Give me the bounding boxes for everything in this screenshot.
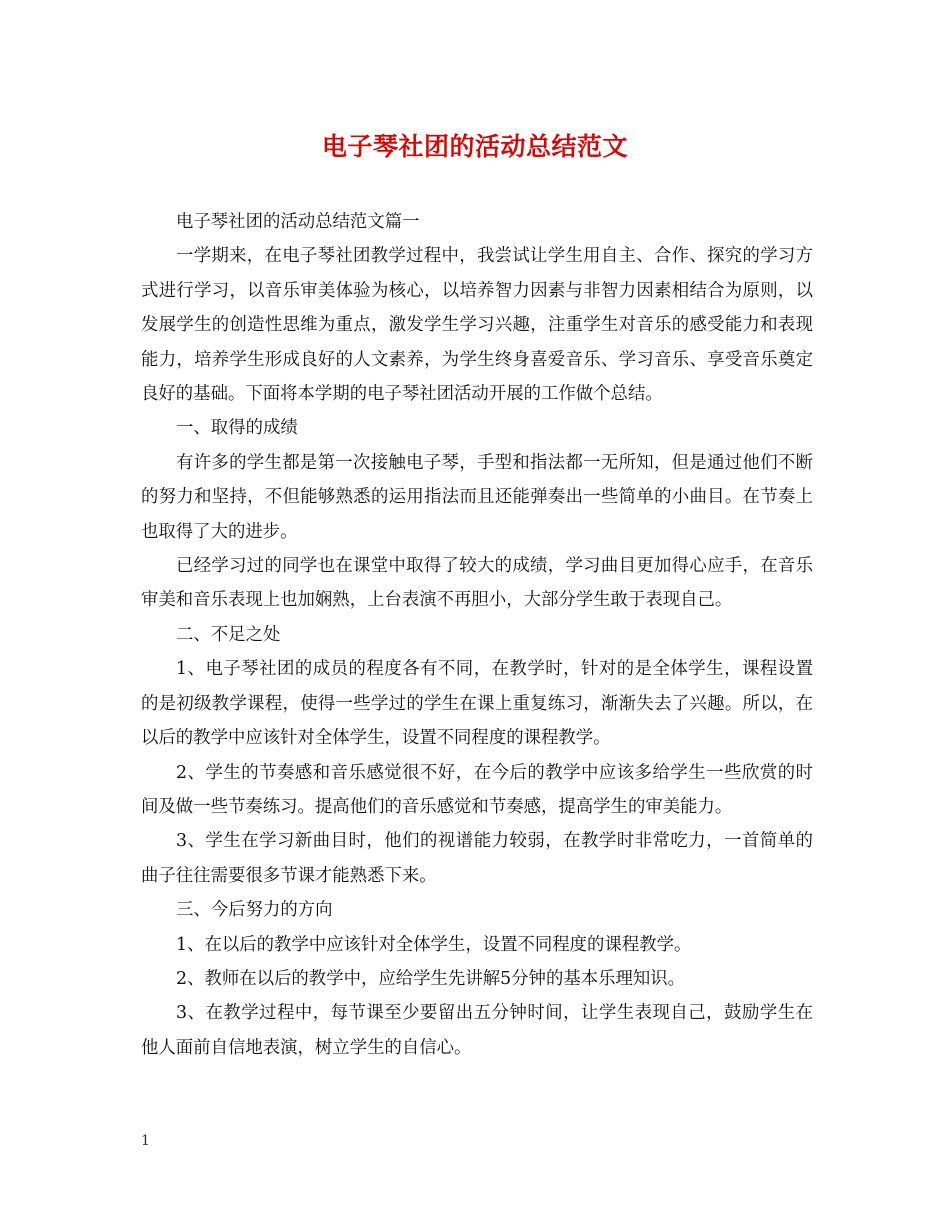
body-paragraph: 已经学习过的同学也在课堂中取得了较大的成绩，学习曲目更加得心应手，在音乐审美和音乐表现上也加娴熟，上台表演不再胆小，大部分学生敢于表现自己。: [141, 556, 813, 611]
body-paragraph: 3、学生在学习新曲目时，他们的视谱能力较弱，在教学时非常吃力，一首简单的曲子往往需要很多节课才能熟悉下来。: [141, 831, 813, 886]
page-number: 1: [141, 1133, 150, 1149]
body-paragraph: 3、在教学过程中，每节课至少要留出五分钟时间，让学生表现自己，鼓励学生在他人面前自信地表演，树立学生的自信心。: [141, 1003, 813, 1058]
body-paragraph: 2、学生的节奏感和音乐感觉很不好，在今后的教学中应该多给学生一些欣赏的时间及做一些节奏练习。提高他们的音乐感觉和节奏感，提高学生的审美能力。: [141, 762, 813, 817]
body-paragraph: 1、在以后的教学中应该针对全体学生，设置不同程度的课程教学。: [176, 934, 692, 955]
section-heading: 一、取得的成绩: [176, 418, 298, 439]
body-paragraph: 1、电子琴社团的成员的程度各有不同，在教学时，针对的是全体学生，课程设置的是初级教学课程，使得一些学过的学生在课上重复练习，渐渐失去了兴趣。所以，在以后的教学中应该针对全体学生，设置不同程度的课程教学。: [141, 659, 813, 749]
section-heading: 电子琴社团的活动总结范文篇一: [176, 212, 420, 232]
body-paragraph: 一学期来，在电子琴社团教学过程中，我尝试让学生用自主、合作、探究的学习方式进行学习，以音乐审美体验为核心，以培养智力因素与非智力因素相结合为原则，以发展学生的创造性思维为重点，激发学生学习兴趣，注重学生对音乐的感受能力和表现能力，培养学生形成良好的人文素养，为学生终身喜爱音乐、学习音乐、享受音乐奠定良好的基础。下面将本学期的电子琴社团活动开展的工作做个总结。: [141, 246, 813, 405]
body-paragraph: 有许多的学生都是第一次接触电子琴，手型和指法都一无所知，但是通过他们不断的努力和坚持，不但能够熟悉的运用指法而且还能弹奏出一些简单的小曲目。在节奏上也取得了大的进步。: [141, 452, 813, 542]
document-title: 电子琴社团的活动总结范文: [321, 132, 628, 161]
section-heading: 三、今后努力的方向: [176, 900, 333, 921]
section-heading: 二、不足之处: [176, 624, 281, 645]
body-paragraph: 2、教师在以后的教学中，应给学生先讲解5分钟的基本乐理知识。: [176, 968, 686, 989]
document-body: [141, 205, 813, 1065]
